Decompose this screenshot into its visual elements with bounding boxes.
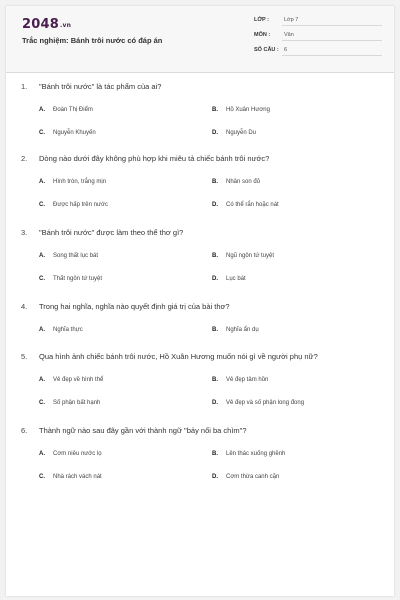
question-number: 6. (21, 426, 28, 435)
option-d[interactable]: D. Cơm thừa canh cặn (212, 474, 280, 480)
question-number: 5. (21, 352, 28, 361)
option-d[interactable]: D. Vẻ đẹp và số phận long đong (212, 400, 305, 406)
question-1 (6, 82, 394, 152)
question-number: 3. (21, 228, 28, 237)
option-b[interactable]: B. Lên thác xuống ghềnh (212, 451, 286, 457)
question-number: 2. (21, 154, 28, 163)
grade-value: Lớp 7 (284, 17, 299, 23)
option-b[interactable]: B. Nhân son đỏ (212, 179, 261, 185)
question-5 (6, 352, 394, 422)
option-a[interactable]: A. Cơm niêu nước lọ (39, 451, 102, 457)
grade-underline (282, 25, 382, 26)
option-b[interactable]: B. Hồ Xuân Hương (212, 107, 270, 113)
question-text: "Bánh trôi nước" được làm theo thể thơ gì? (39, 228, 184, 237)
option-c[interactable]: C. Số phận bất hạnh (39, 400, 101, 406)
question-text: Trong hai nghĩa, nghĩa nào quyết định giá trị của bài thơ? (39, 302, 230, 311)
option-b[interactable]: B. Ngũ ngôn tứ tuyệt (212, 253, 275, 259)
question-text: Dòng nào dưới đây không phù hợp khi miêu tả chiếc bánh trôi nước? (39, 154, 270, 163)
question-3 (6, 228, 394, 298)
grade-label: LỚP : (254, 17, 269, 23)
option-d[interactable]: D. Nguyễn Du (212, 130, 257, 136)
subject-value: Văn (284, 32, 294, 38)
option-c[interactable]: C. Nguyễn Khuyến (39, 130, 96, 136)
option-a[interactable]: A. Song thất lục bát (39, 253, 99, 259)
option-a[interactable]: A. Hình tròn, trắng mịn (39, 179, 107, 185)
option-a[interactable]: A. Nghĩa thực (39, 327, 83, 333)
question-count-value: 6 (284, 47, 288, 53)
site-logo[interactable]: 2048.vn (22, 17, 72, 32)
option-a[interactable]: A. Đoàn Thị Điểm (39, 107, 93, 113)
quiz-sheet (6, 6, 394, 596)
page-title: Trắc nghiệm: Bánh trôi nước có đáp án (22, 36, 163, 45)
subject-underline (282, 40, 382, 41)
question-text: "Bánh trôi nước" là tác phẩm của ai? (39, 82, 162, 91)
question-number: 1. (21, 82, 28, 91)
option-d[interactable]: D. Có thể rắn hoặc nát (212, 202, 279, 208)
question-text: Thành ngữ nào sau đây gần với thành ngữ "bảy nổi ba chìm"? (39, 426, 247, 435)
question-6 (6, 426, 394, 496)
option-b[interactable]: B. Nghĩa ẩn dụ (212, 327, 259, 333)
option-b[interactable]: B. Vẻ đẹp tâm hồn (212, 377, 269, 383)
question-count-label: SỐ CÂU : (254, 47, 279, 53)
quiz-header (6, 6, 394, 73)
question-count-underline (282, 55, 382, 56)
question-text: Qua hình ảnh chiếc bánh trôi nước, Hồ Xuân Hương muốn nói gì về người phụ nữ? (39, 352, 318, 361)
option-d[interactable]: D. Lục bát (212, 276, 246, 282)
option-c[interactable]: C. Nhà rách vách nát (39, 474, 102, 480)
option-c[interactable]: C. Được hấp trên nước (39, 202, 108, 208)
option-a[interactable]: A. Vẻ đẹp về hình thể (39, 377, 104, 383)
question-2 (6, 154, 394, 224)
subject-label: MÔN : (254, 32, 271, 38)
option-c[interactable]: C. Thất ngôn tứ tuyệt (39, 276, 103, 282)
question-number: 4. (21, 302, 28, 311)
